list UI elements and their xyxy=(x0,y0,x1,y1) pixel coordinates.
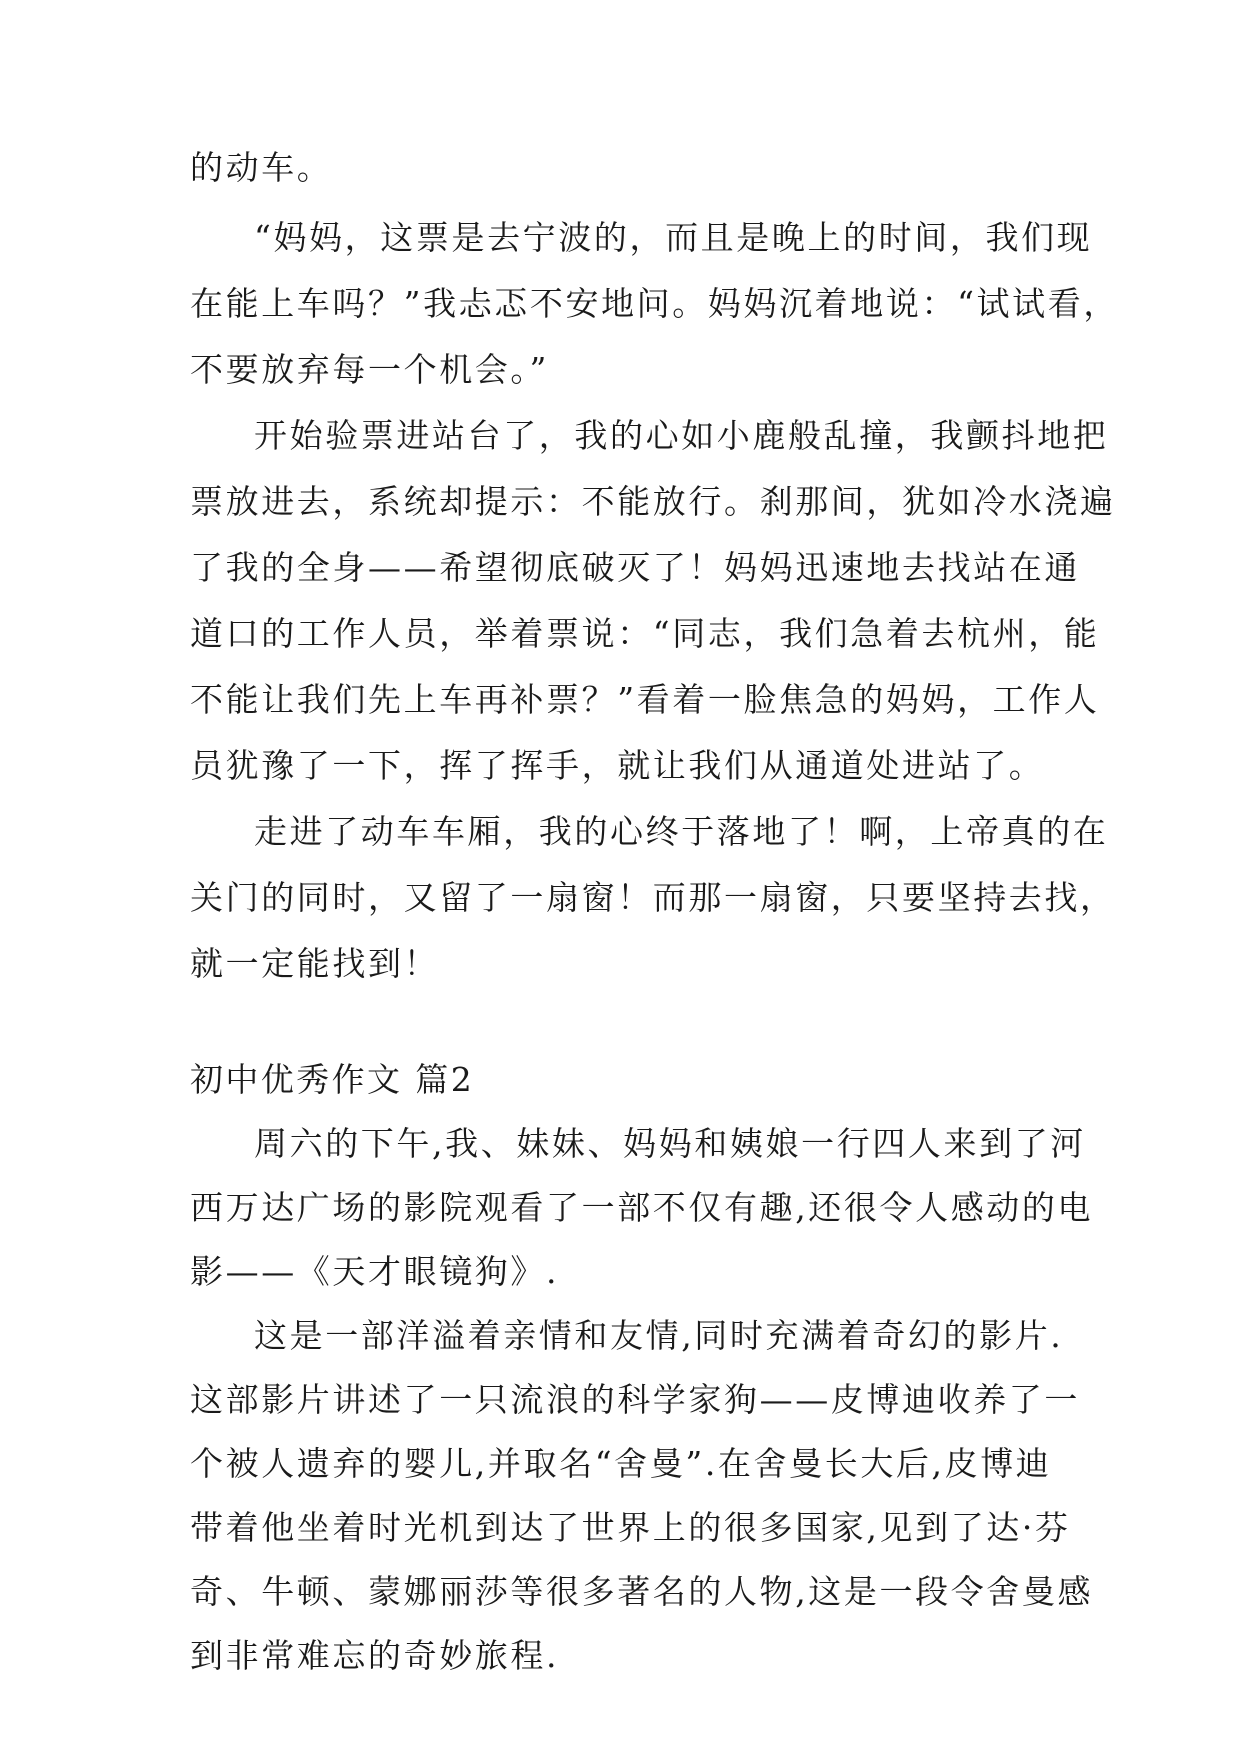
text-line: 道口的工作人员，举着票说：“同志，我们急着去杭州，能 xyxy=(190,614,1100,653)
text-line: 票放进去，系统却提示：不能放行。刹那间，犹如冷水浇遍 xyxy=(190,482,1116,521)
text-line: 不能让我们先上车再补票？”看着一脸焦急的妈妈，工作人 xyxy=(190,680,1100,719)
text-line: 个被人遗弃的婴儿,并取名“舍曼”.在舍曼长大后,皮博迪 xyxy=(190,1444,1052,1483)
section-heading: 初中优秀作文 篇2 xyxy=(190,1060,475,1099)
text-line: 就一定能找到！ xyxy=(190,944,440,983)
paragraph-first-line: 开始验票进站台了，我的心如小鹿般乱撞，我颤抖地把 xyxy=(254,416,1109,455)
text-line: 员犹豫了一下，挥了挥手，就让我们从通道处进站了。 xyxy=(190,746,1045,785)
text-line: 带着他坐着时光机到达了世界上的很多国家,见到了达·芬 xyxy=(190,1508,1071,1547)
text-line: 影——《天才眼镜狗》. xyxy=(190,1252,560,1291)
paragraph-first-line: 周六的下午,我、妹妹、妈妈和姨娘一行四人来到了河 xyxy=(254,1124,1086,1163)
text-line: 这部影片讲述了一只流浪的科学家狗——皮博迪收养了一 xyxy=(190,1380,1080,1419)
text-line: 奇、牛顿、蒙娜丽莎等很多著名的人物,这是一段令舍曼感 xyxy=(190,1572,1094,1611)
text-line: 不要放弃每一个机会。” xyxy=(190,350,549,389)
text-line: 到非常难忘的奇妙旅程. xyxy=(190,1636,560,1675)
text-line: 西万达广场的影院观看了一部不仅有趣,还很令人感动的电 xyxy=(190,1188,1094,1227)
text-line: 关门的同时，又留了一扇窗！而那一扇窗，只要坚持去找， xyxy=(190,878,1116,917)
paragraph-first-line: 这是一部洋溢着亲情和友情,同时充满着奇幻的影片. xyxy=(254,1316,1064,1355)
text-line: 了我的全身——希望彻底破灭了！妈妈迅速地去找站在通 xyxy=(190,548,1080,587)
text-line: 的动车。 xyxy=(190,148,333,187)
text-line: 在能上车吗？”我忐忑不安地问。妈妈沉着地说：“试试看， xyxy=(190,284,1119,323)
paragraph-first-line: 走进了动车车厢，我的心终于落地了！啊，上帝真的在 xyxy=(254,812,1109,851)
paragraph-first-line: “妈妈，这票是去宁波的，而且是晚上的时间，我们现 xyxy=(254,218,1093,257)
